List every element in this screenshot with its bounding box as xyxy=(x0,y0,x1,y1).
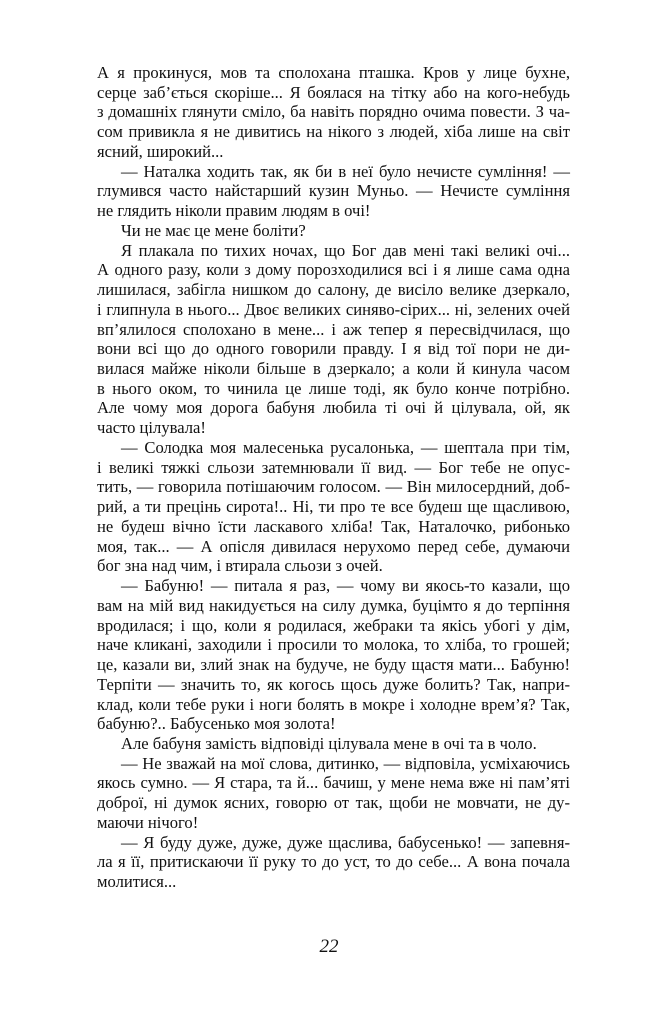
text-line: наче кликані, заходили і просили то молока, то хліба, то грошей; xyxy=(97,635,570,655)
text-line: тить, — говорила потішаючим голосом. — Він милосердний, доб- xyxy=(97,477,570,497)
text-line: А я прокинуся, мов та сполохана пташка. Кров у лице бухне, xyxy=(97,63,570,82)
text-line: якось сумно. — Я стара, та й... бачиш, у мене нема вже ні пам’яті xyxy=(97,773,570,793)
text-line: і великі тяжкі сльози затемнювали її вид. — Бог тебе не опус- xyxy=(97,457,570,477)
text-line: вродилася; і що, коли я родилася, жебраки та якісь убогі у дім, xyxy=(97,615,570,635)
text-line: часто цілувала! xyxy=(97,418,206,438)
text-line: бог зна над чим, і втирала сльози з очей. xyxy=(97,556,383,576)
text-line: Але чому моя дорога бабуня любила ті очі й цілувала, ой, як xyxy=(97,398,570,418)
text-line: Чи не має це мене боліти? xyxy=(121,220,306,240)
text-line: — Я буду дуже, дуже, дуже щаслива, бабусенько! — запевня- xyxy=(121,832,570,852)
text-line: Я плакала по тихих ночах, що Бог дав мені такі великі очі... xyxy=(121,240,570,260)
text-line: — Не зважай на мої слова, дитинко, — відповіла, усміхаючись xyxy=(121,753,570,773)
text-line: не глядить ніколи правим людям в очі! xyxy=(97,201,371,221)
text-line: моя, так... — А опісля дивилася нерухомо перед себе, думаючи xyxy=(97,536,570,556)
text-line: вони всі що до одного говорили правду. І я від тої пори не ди- xyxy=(97,339,570,359)
text-line: в нього оком, то чинила це лише тоді, як було конче потрібно. xyxy=(97,378,570,398)
text-line: — Бабуню! — питала я раз, — чому ви якось-то казали, що xyxy=(121,576,570,596)
text-line: вилася майже ніколи більше в дзеркало; а коли й кинула часом xyxy=(97,359,570,379)
text-line: сом привикла я не дивитись на нікого з людей, хіба лише на світ xyxy=(97,122,570,142)
text-line: вам на мій вид накидується на силу думка, буцімто я до терпіння xyxy=(97,595,570,615)
text-line: клад, коли тебе руки і ноги болять в мокре і холодне врем’я? Так, xyxy=(97,694,570,714)
body-text xyxy=(97,63,570,892)
text-line: не будеш вічно їсти ласкавого хліба! Так, Наталочко, рибонько xyxy=(97,516,570,536)
text-line: — Солодка моя малесенька русалонька, — шептала при тім, xyxy=(121,437,570,457)
text-line: і глипнула в нього... Двоє великих синяво-сірих... ні, зелених очей xyxy=(97,299,570,319)
text-line: маючи нічого! xyxy=(97,812,199,832)
text-line: з домашніх глянути сміло, ба навіть порядно очима повести. З ча- xyxy=(97,102,570,122)
text-line: бабуню?.. Бабусенько моя золота! xyxy=(97,714,336,734)
text-line: — Наталка ходить так, як би в неї було нечисте сумління! — xyxy=(121,161,570,181)
text-line: молитися... xyxy=(97,872,177,892)
text-line: Але бабуня замість відповіді цілувала мене в очі та в чоло. xyxy=(121,733,537,753)
text-line: ла я її, притискаючи її руку то до уст, то до себе... А вона почала xyxy=(97,852,570,872)
text-line: А одного разу, коли з дому порозходилися всі і я лише сама одна xyxy=(97,260,570,280)
text-line: лишилася, забігла нишком до салону, де висіло велике дзеркало, xyxy=(97,280,570,300)
text-line: ясний, широкий... xyxy=(97,141,224,161)
text-line: рий, а ти прецінь сирота!.. Ні, ти про те все будеш ще щасливою, xyxy=(97,497,570,517)
text-line: серце заб’ється скоріше... Я боялася на тітку або на кого-небудь xyxy=(97,82,570,102)
text-line: Терпіти — значить то, як когось щось дуже болить? Так, напри- xyxy=(97,674,570,694)
text-line: вп’ялилося сполохано в мене... і аж тепер я пересвідчилася, що xyxy=(97,319,570,339)
text-line: глумився часто найстарший кузин Муньо. — Нечисте сумління xyxy=(97,181,570,201)
page-number: 22 xyxy=(319,936,339,957)
text-line: це, казали ви, злий знак на будуче, не буду щастя мати... Бабуню! xyxy=(97,655,570,675)
text-line: доброї, ні думок ясних, говорю от так, щоби не мовчати, не ду- xyxy=(97,793,570,813)
